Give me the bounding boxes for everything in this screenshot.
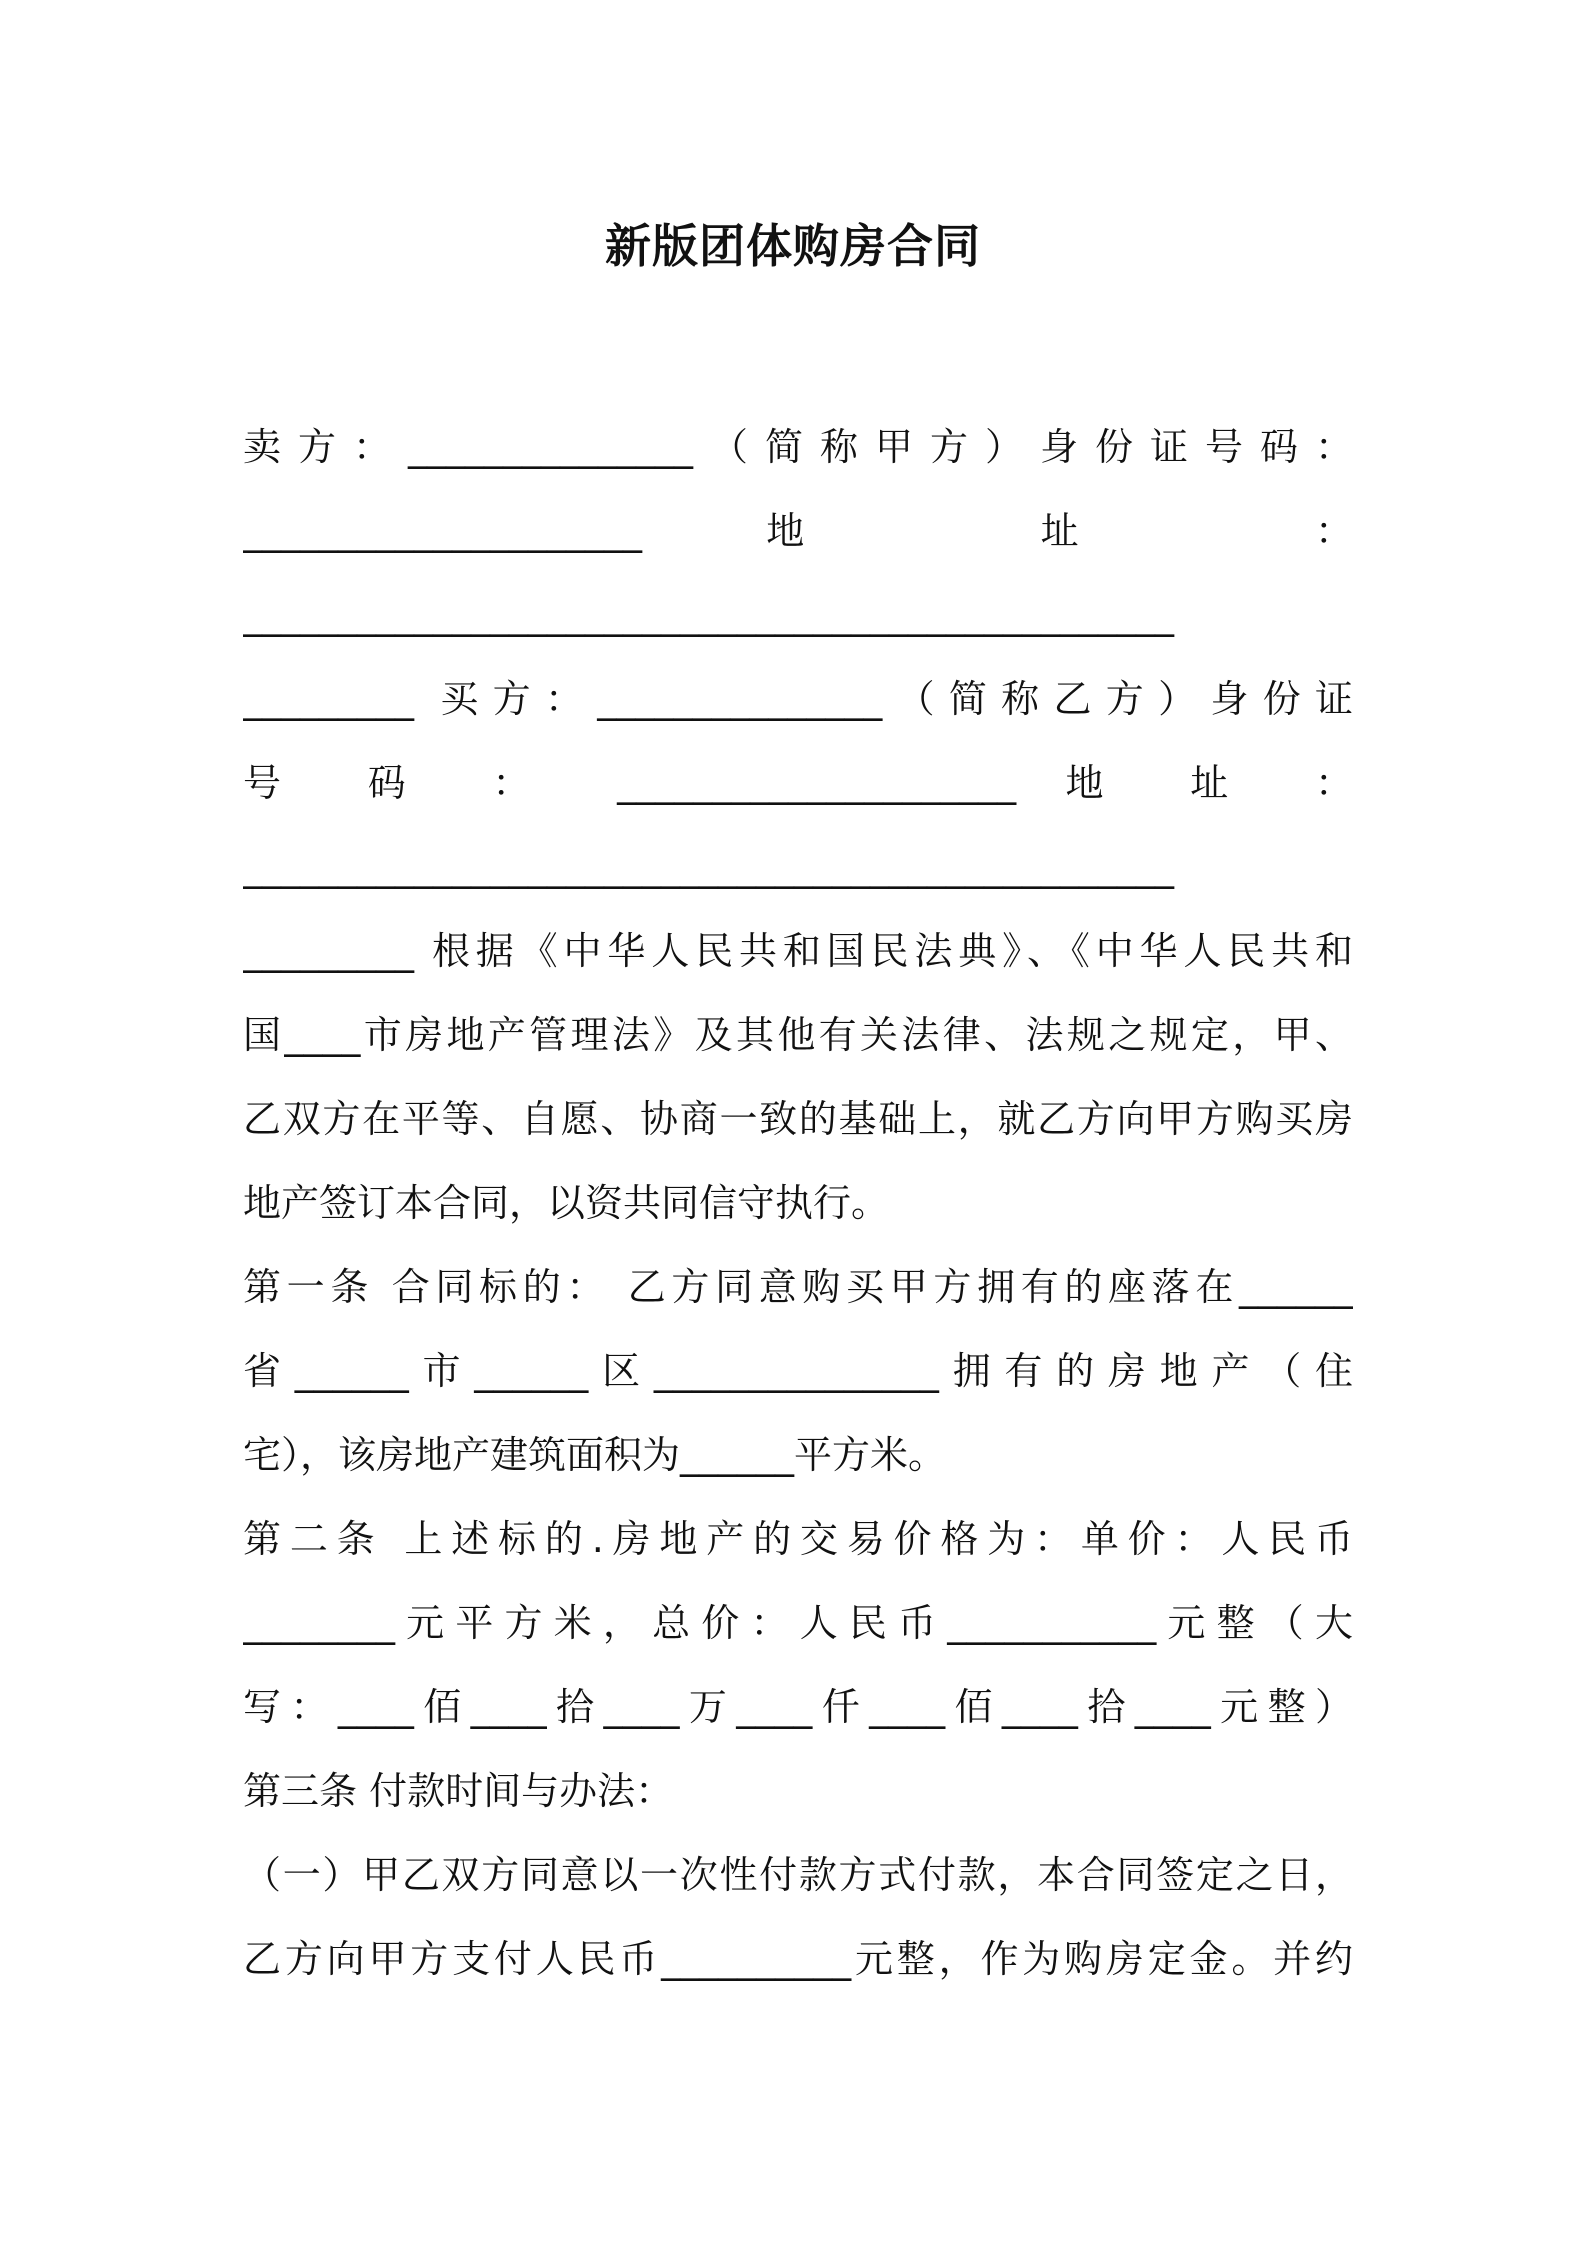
document-body xyxy=(243,405,1353,2001)
line-article-1-c: 宅），该房地产建筑面积为______平方米。 xyxy=(243,1433,947,1477)
line-article-1-a: 第一条 合同标的： 乙方同意购买甲方拥有的座落在______ xyxy=(243,1265,1353,1309)
line-article-2-a: 第二条 上述标的.房地产的交易价格为：单价：人民币 xyxy=(243,1517,1353,1561)
line-article-2-c: 写：____佰____拾____万____仟____佰____拾____元整） xyxy=(243,1685,1353,1729)
line-seller: 卖方：_______________（简称甲方）身份证号码： xyxy=(243,425,1353,469)
line-seller-id-address: _____________________ 地 址 ： xyxy=(243,509,1353,553)
line-buyer-id-address: 号 码 ： _____________________ 地 址 ： xyxy=(243,761,1353,805)
line-article-3-item-1-a: （一）甲乙双方同意以一次性付款方式付款，本合同签定之日， xyxy=(243,1853,1353,1897)
line-preamble-1: _________ 根据《中华人民共和国民法典》、《中华人民共和 xyxy=(243,929,1353,973)
line-seller-address-blank: _________________________________________________ xyxy=(243,593,1174,637)
document-title: 新版团体购房合同 xyxy=(605,219,981,273)
line-article-3-heading: 第三条 付款时间与办法： xyxy=(243,1769,674,1813)
line-preamble-2: 国____市房地产管理法》及其他有关法律、法规之规定，甲、 xyxy=(243,1013,1353,1057)
line-buyer-address-blank: _________________________________________________ xyxy=(243,845,1174,889)
line-preamble-3: 乙双方在平等、自愿、协商一致的基础上，就乙方向甲方购买房 xyxy=(243,1097,1353,1141)
line-article-2-b: ________元平方米，总价：人民币___________元整（大 xyxy=(243,1601,1353,1645)
line-article-1-b: 省______市______区_______________拥有的房地产（住 xyxy=(243,1349,1353,1393)
line-buyer: _________ 买方：_______________（简称乙方）身份证 xyxy=(243,677,1353,721)
line-article-3-item-1-b: 乙方向甲方支付人民币__________元整，作为购房定金。并约 xyxy=(243,1937,1353,1981)
line-preamble-4: 地产签订本合同，以资共同信守执行。 xyxy=(243,1181,890,1225)
